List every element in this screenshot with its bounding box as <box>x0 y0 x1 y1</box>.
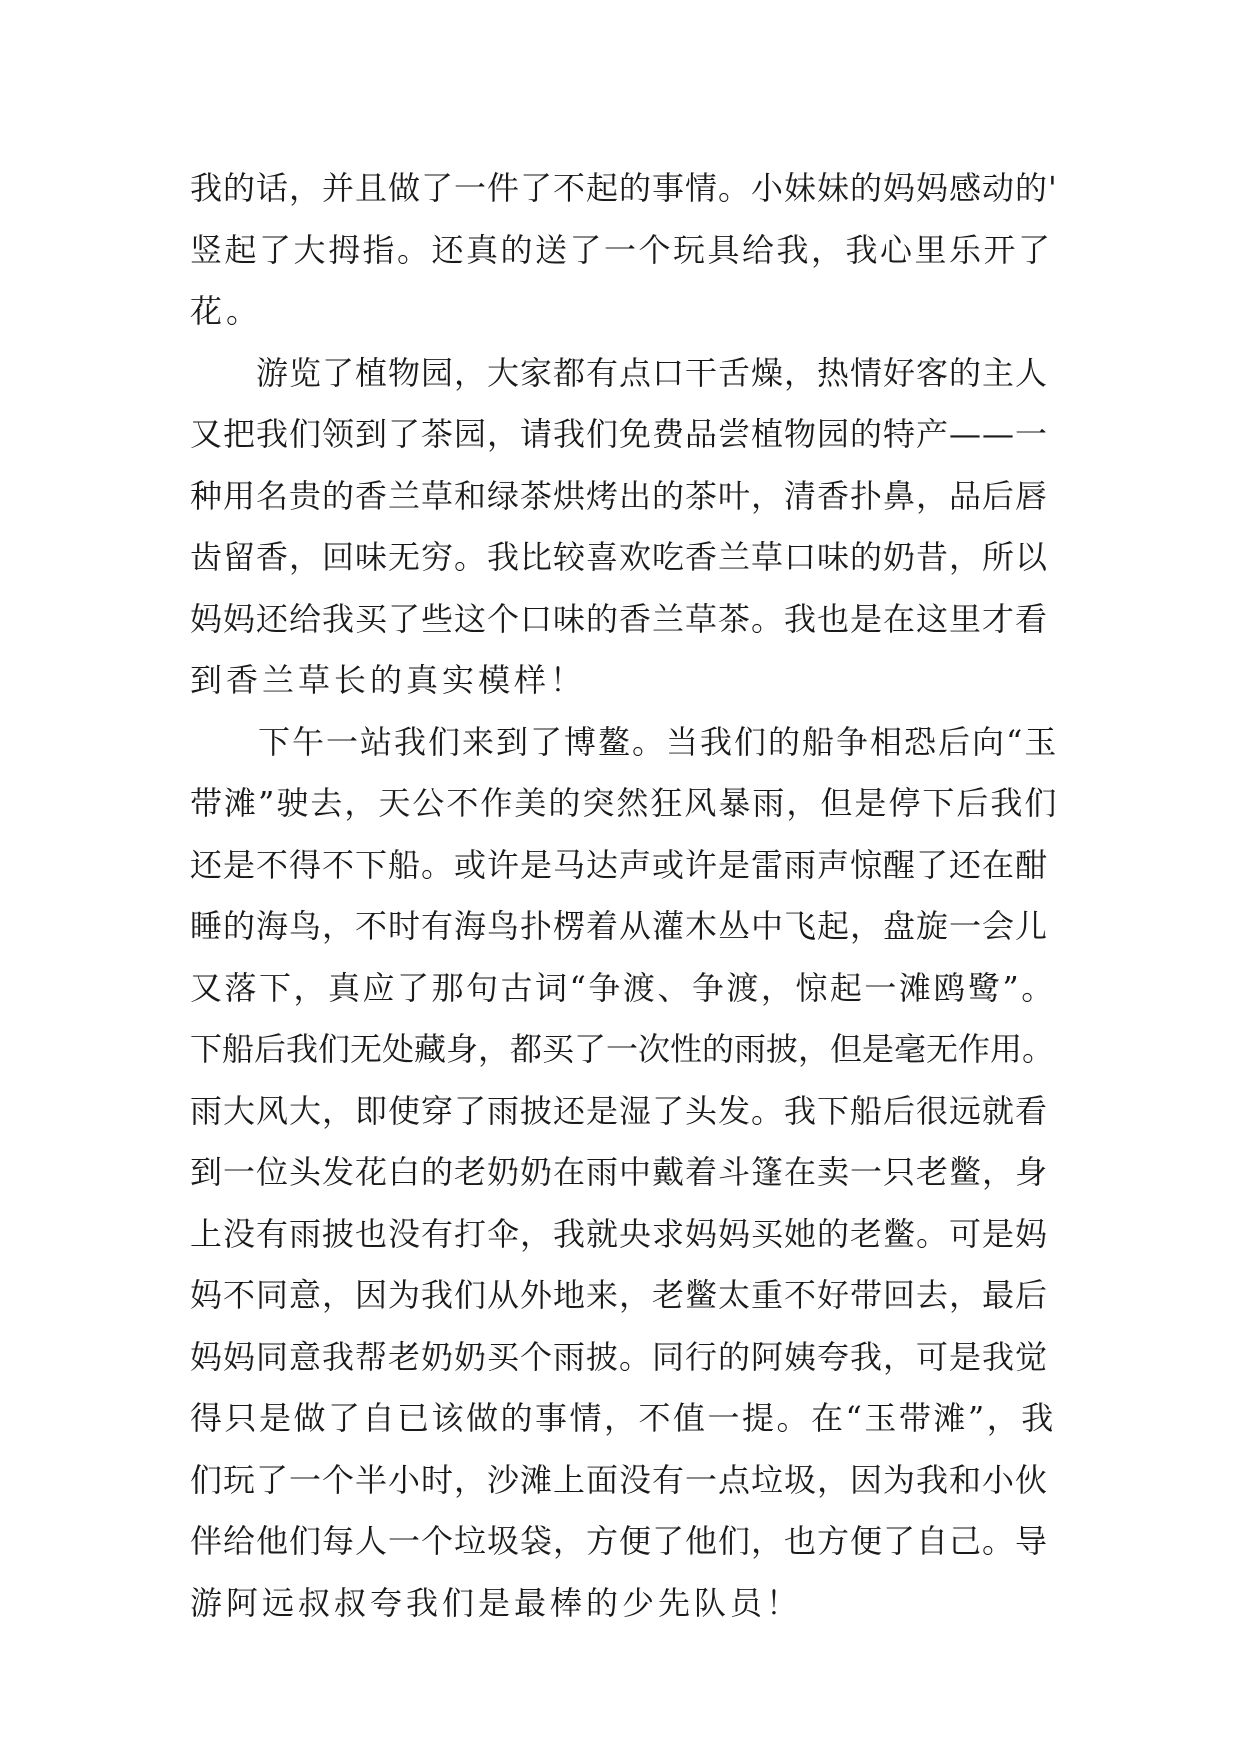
text-line: 带滩”驶去，天公不作美的突然狂风暴雨，但是停下后我们 <box>190 784 1059 822</box>
text-line: 得只是做了自已该做的事情，不值一提。在“玉带滩”，我 <box>190 1399 1056 1437</box>
text-line: 游阿远叔叔夸我们是最棒的少先队员！ <box>190 1583 803 1622</box>
text-line: 齿留香，回味无穷。我比较喜欢吃香兰草口味的奶昔，所以 <box>190 538 1049 576</box>
text-line: 花。 <box>190 292 263 330</box>
text-line: 上没有雨披也没有打伞，我就央求妈妈买她的老鳖。可是妈 <box>190 1214 1049 1253</box>
text-line: 妈妈还给我买了些这个口味的香兰草茶。我也是在这里才看 <box>190 599 1049 638</box>
text-line: 竖起了大拇指。还真的送了一个玩具给我，我心里乐开了 <box>190 230 1053 269</box>
text-line: 妈不同意，因为我们从外地来，老鳖太重不好带回去，最后 <box>190 1276 1049 1314</box>
text-line: 下船后我们无处藏身，都买了一次性的雨披，但是毫无作用。 <box>190 1030 1055 1068</box>
text-line: 下午一站我们来到了博鳌。当我们的船争相恐后向“玉 <box>190 722 1059 761</box>
text-line: 到一位头发花白的老奶奶在雨中戴着斗篷在卖一只老鳖，身 <box>190 1153 1049 1191</box>
text-line: 种用名贵的香兰草和绿茶烘烤出的茶叶，清香扑鼻，品后唇 <box>190 476 1049 515</box>
text-line: 到香兰草长的真实模样！ <box>190 661 587 699</box>
body-text <box>190 158 1058 1634</box>
text-line: 我的话，并且做了一件了不起的事情。小妹妹的妈妈感动的' <box>190 169 1058 207</box>
text-line: 又落下，真应了那句古词“争渡、争渡，惊起一滩鸥鹭”。 <box>190 968 1056 1007</box>
text-line: 们玩了一个半小时，沙滩上面没有一点垃圾，因为我和小伙 <box>190 1460 1049 1499</box>
text-line: 妈妈同意我帮老奶奶买个雨披。同行的阿姨夸我，可是我觉 <box>190 1337 1049 1376</box>
text-line: 还是不得不下船。或许是马达声或许是雷雨声惊醒了还在酣 <box>190 845 1049 884</box>
text-line: 游览了植物园，大家都有点口干舌燥，热情好客的主人 <box>190 353 1049 392</box>
text-line: 雨大风大，即使穿了雨披还是湿了头发。我下船后很远就看 <box>190 1091 1049 1130</box>
text-line: 伴给他们每人一个垃圾袋，方便了他们，也方便了自己。导 <box>190 1522 1049 1560</box>
text-line: 又把我们领到了茶园，请我们免费品尝植物园的特产——一 <box>190 415 1049 453</box>
text-line: 睡的海鸟，不时有海鸟扑楞着从灌木丛中飞起，盘旋一会儿 <box>190 907 1049 945</box>
